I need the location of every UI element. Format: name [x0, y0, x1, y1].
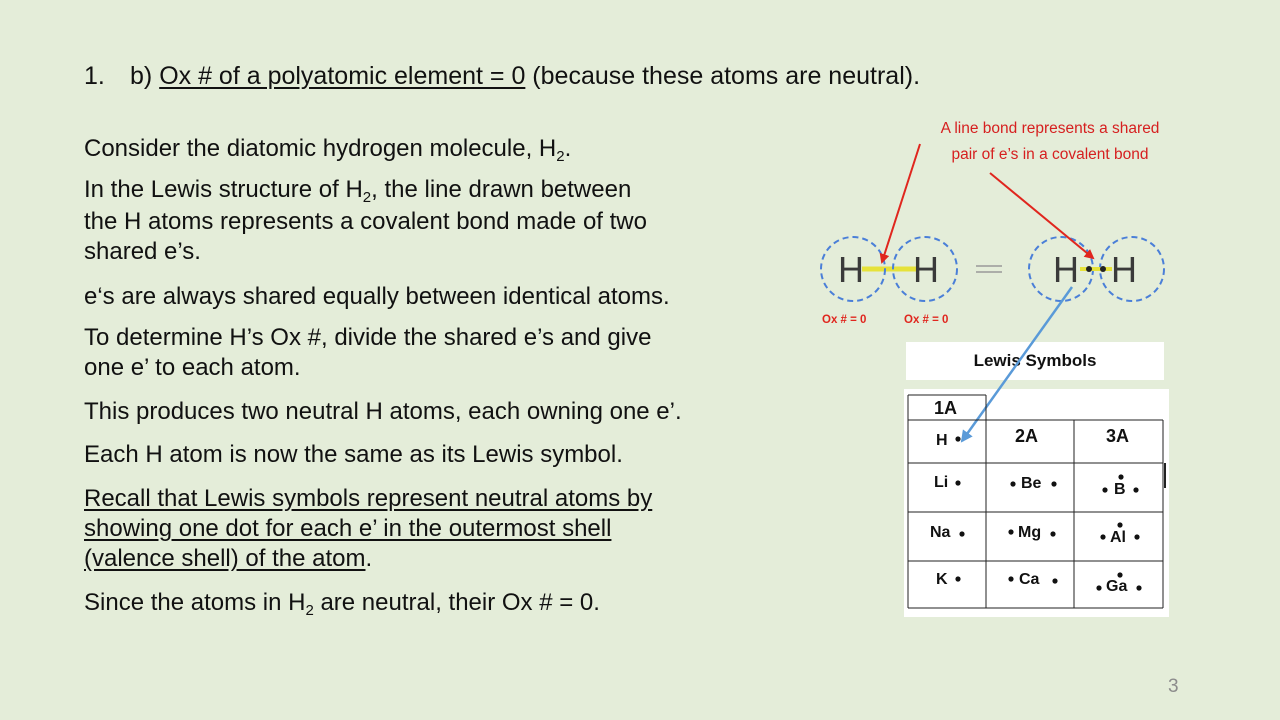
p2-text-b: , the line drawn between	[371, 176, 632, 203]
p1-text: Consider the diatomic hydrogen molecule, H	[84, 135, 557, 162]
paragraph-7-line-2: showing one dot for each e’ in the outermost shell	[84, 515, 612, 542]
atom-h-left-2: H	[913, 249, 939, 290]
lewis-symbol-arrow	[962, 287, 1072, 441]
symbol-li: Li	[934, 474, 949, 491]
ox-label-right: Ox # = 0	[904, 314, 949, 326]
symbol-mg: Mg	[1018, 524, 1042, 541]
annotation-line-2: pair of e’s in a covalent bond	[951, 146, 1149, 163]
heading-suffix: (because these atoms are neutral).	[525, 62, 921, 90]
heading-number: 1.	[84, 62, 105, 90]
p8-subscript: 2	[305, 602, 314, 619]
symbol-be: Be	[1021, 475, 1042, 492]
electron-dot-2	[1100, 266, 1106, 272]
lewis-symbols-title: Lewis Symbols	[906, 342, 1164, 380]
paragraph-3: e‘s are always shared equally between identical atoms.	[84, 283, 670, 310]
atom-h-right-2: H	[1111, 249, 1137, 290]
p8-text-b: are neutral, their Ox # = 0.	[313, 589, 600, 616]
p2-text-a: In the Lewis structure of H	[84, 176, 363, 203]
electron-dot-1	[1086, 266, 1092, 272]
heading-underlined: Ox # of a polyatomic element = 0	[159, 62, 526, 90]
paragraph-7-line-1: Recall that Lewis symbols represent neutral atoms by	[84, 485, 653, 512]
symbol-h: H	[936, 432, 948, 449]
p1-end: .	[564, 135, 572, 162]
heading-prefix: b)	[130, 62, 160, 90]
p7-end: .	[365, 545, 373, 572]
p7-underlined: (valence shell) of the atom	[84, 545, 366, 572]
paragraph-4-line-1: To determine H’s Ox #, divide the shared e’s and give	[84, 324, 652, 351]
header-2a: 2A	[1015, 426, 1039, 446]
paragraph-2-line-3: shared e’s.	[84, 238, 201, 265]
annotation-arrow-left	[882, 144, 920, 262]
p1-subscript: 2	[556, 148, 565, 165]
paragraph-2-line-2: the H atoms represents a covalent bond made of two	[84, 208, 647, 235]
p8-text-a: Since the atoms in H	[84, 589, 306, 616]
page-number: 3	[1168, 676, 1179, 697]
symbol-ga: Ga	[1106, 578, 1128, 595]
paragraph-4-line-2: one e’ to each atom.	[84, 354, 301, 381]
valence-dots	[955, 436, 1141, 590]
atom-h-right-1: H	[1053, 249, 1079, 290]
header-1a: 1A	[934, 398, 958, 418]
header-3a: 3A	[1106, 426, 1130, 446]
symbol-k: K	[936, 571, 948, 588]
ox-label-left: Ox # = 0	[822, 314, 867, 326]
symbol-ca: Ca	[1019, 571, 1040, 588]
annotation-line-1: A line bond represents a shared	[940, 120, 1160, 137]
paragraph-5: This produces two neutral H atoms, each owning one e’.	[84, 398, 682, 425]
symbol-na: Na	[930, 524, 951, 541]
p2-subscript: 2	[362, 189, 372, 206]
annotation-arrow-right	[990, 173, 1093, 258]
symbol-b: B	[1114, 481, 1126, 498]
symbol-al: Al	[1110, 529, 1126, 546]
paragraph-6: Each H atom is now the same as its Lewis symbol.	[84, 441, 623, 468]
atom-h-left-1: H	[838, 249, 864, 290]
